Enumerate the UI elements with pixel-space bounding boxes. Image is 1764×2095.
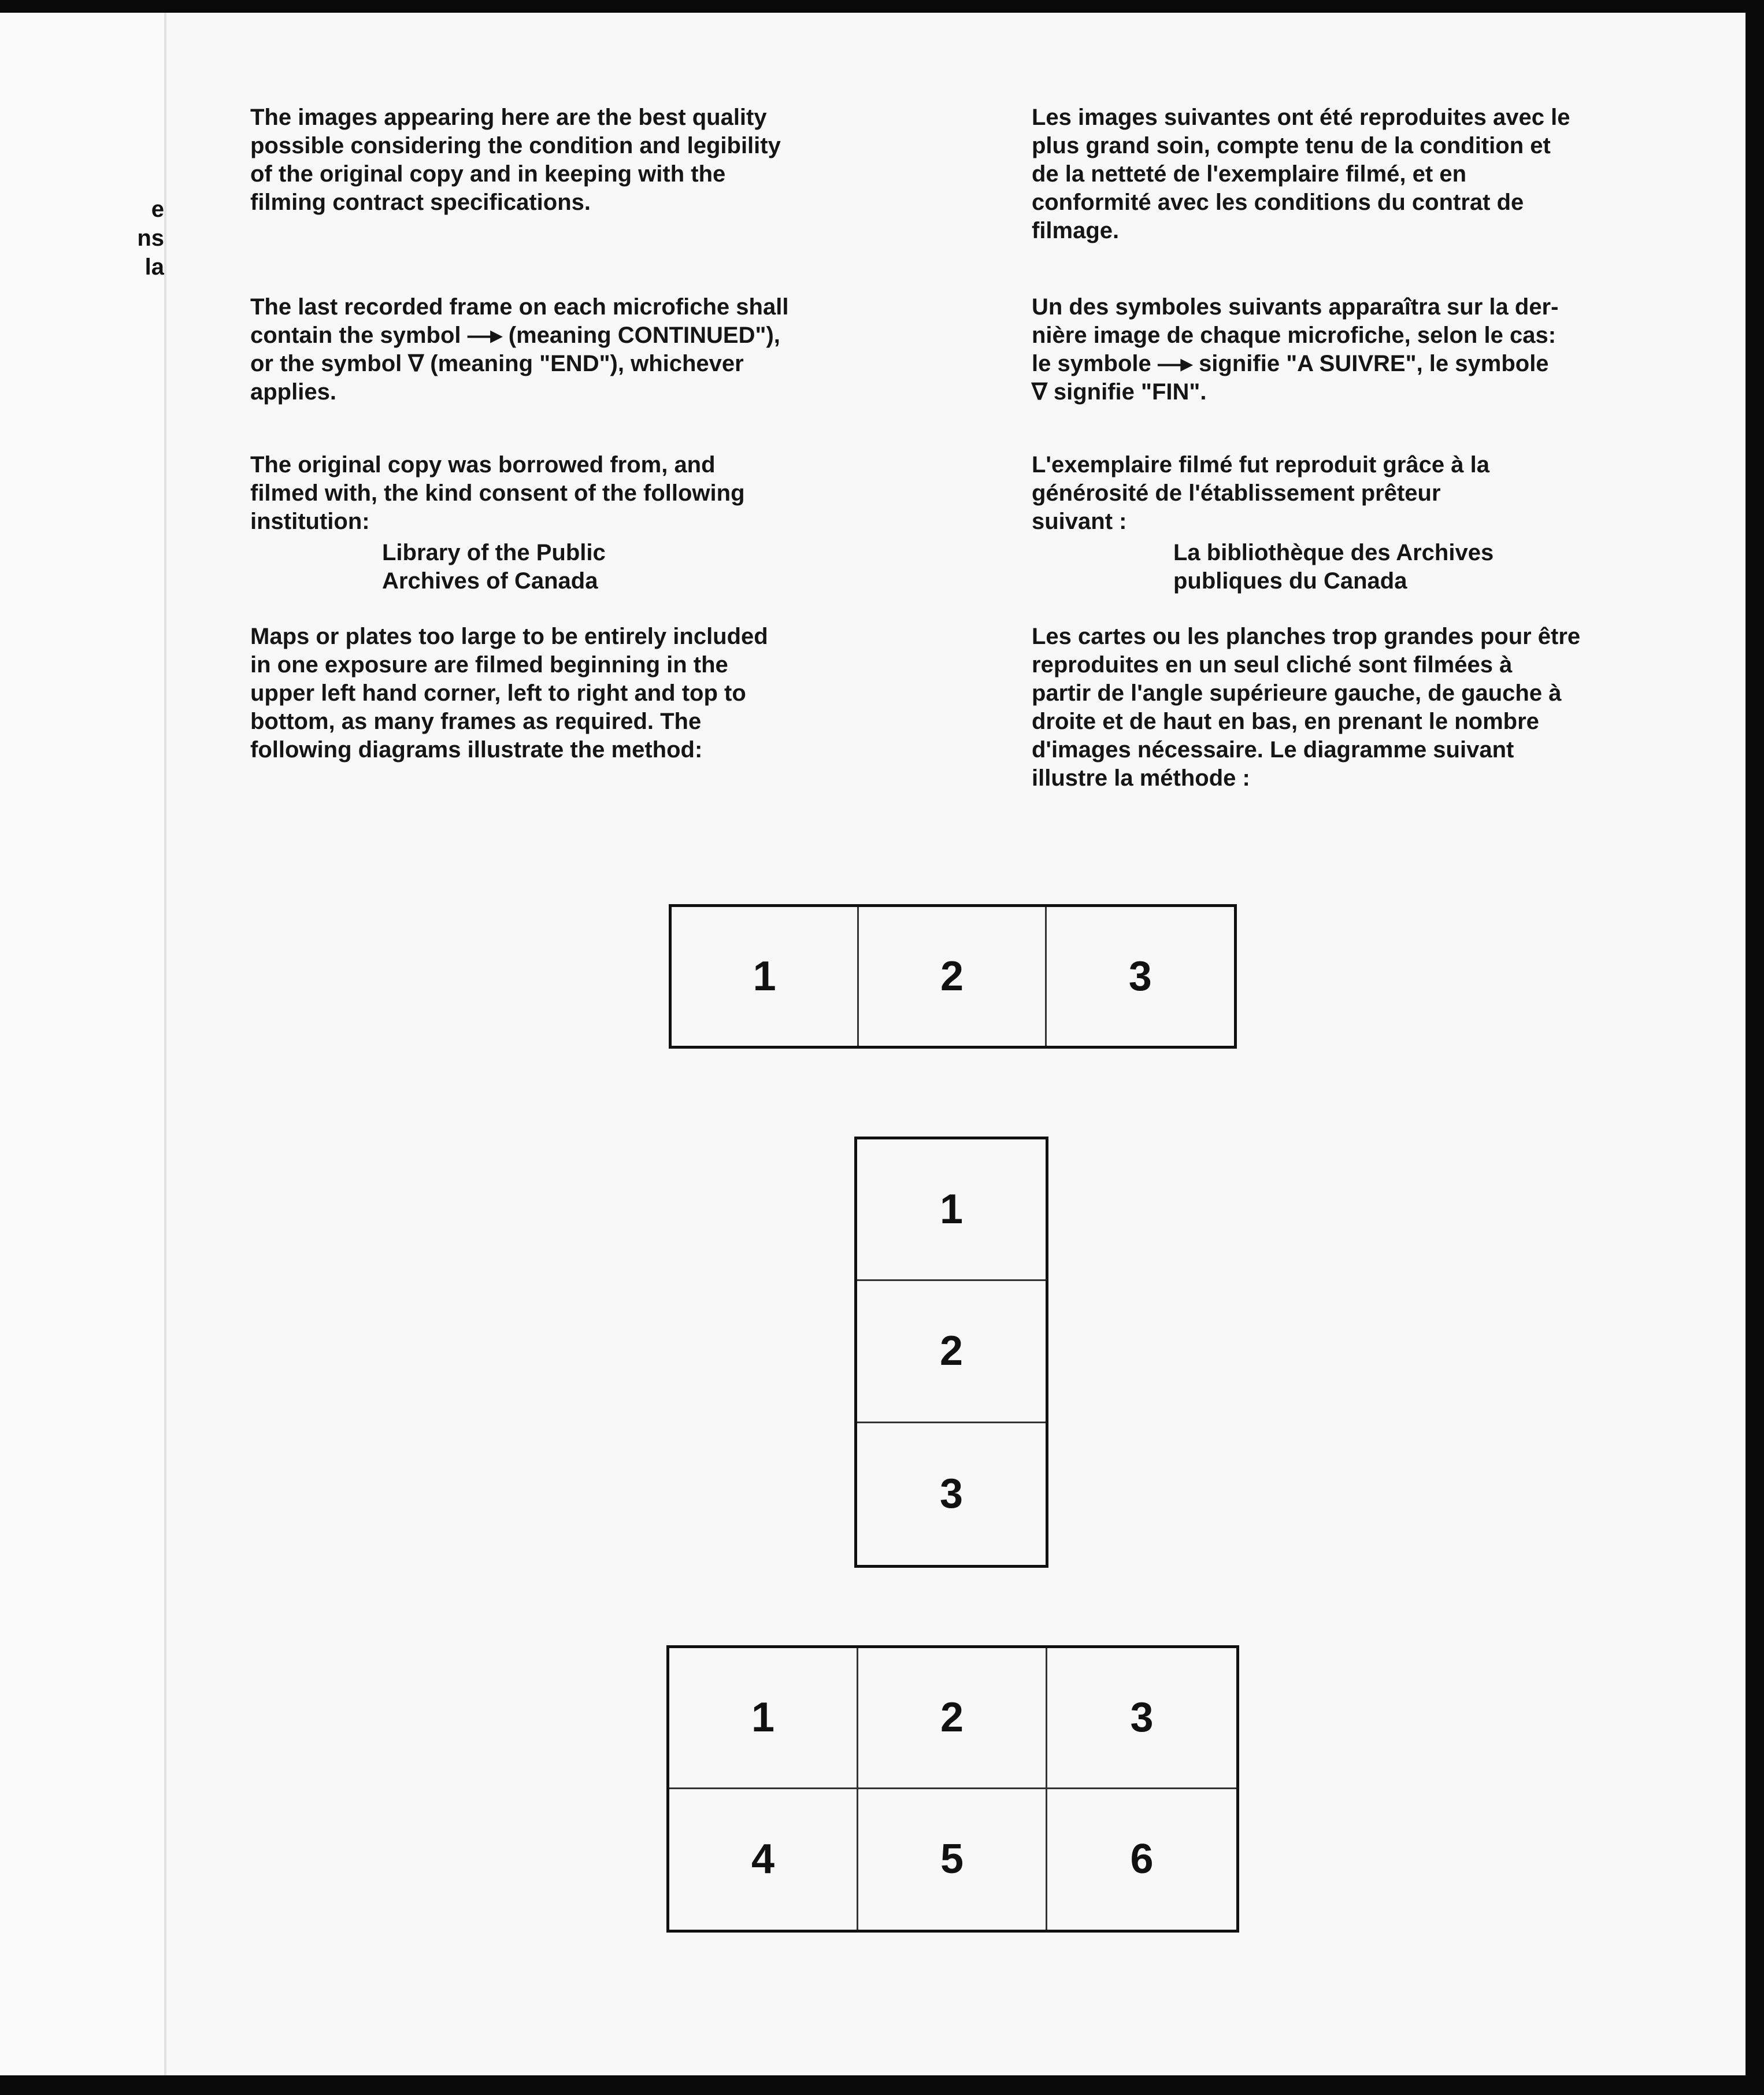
fragment-line: e bbox=[151, 197, 164, 222]
french-institution-name: La bibliothèque des Archives publiques du Canada bbox=[1173, 540, 1494, 594]
fragment-line: la bbox=[144, 254, 164, 280]
frame-cell: 1 bbox=[669, 1648, 858, 1789]
english-quality-paragraph: The images appearing here are the best quality possible considering the condition and legibility of the original copy and in keeping with the filming contract specifications. bbox=[250, 105, 781, 215]
frame-cell: 2 bbox=[859, 907, 1046, 1046]
french-quality-paragraph: Les images suivantes ont été reproduites avec le plus grand soin, compte tenu de la condition et de la netteté de l'exemplaire filmé, et en conformité avec les conditions du contrat de filmage. bbox=[1032, 105, 1570, 243]
microfiche-notice-page bbox=[166, 13, 1746, 2075]
frame-cell: 1 bbox=[857, 1139, 1046, 1281]
frame-cell: 3 bbox=[1128, 953, 1152, 1000]
frame-cell: 4 bbox=[669, 1789, 858, 1930]
english-maps-paragraph: Maps or plates too large to be entirely included in one exposure are filmed beginning in the upper left hand corner, left to right and top to bottom, as many frames as required. The following diagrams illustrate the method: bbox=[250, 624, 768, 763]
frame-cell: 3 bbox=[1047, 1648, 1236, 1789]
french-symbol-paragraph: Un des symboles suivants apparaîtra sur la der- nière image de chaque microfiche, selon le cas: le symbole —▸ signifie "A SUIVRE", le symbole ∇ signifie "FIN". bbox=[1032, 294, 1559, 405]
fragment-line: ns bbox=[137, 225, 164, 251]
french-institution-paragraph: L'exemplaire filmé fut reproduit grâce à la générosité de l'établissement prêteur suivant : bbox=[1032, 452, 1489, 534]
english-institution-name: Library of the Public Archives of Canada bbox=[382, 540, 606, 594]
frame-cell: 1 bbox=[672, 907, 859, 1046]
diagram-horizontal-three-frames bbox=[669, 904, 1237, 1049]
previous-page-edge bbox=[0, 13, 166, 2075]
french-maps-paragraph: Les cartes ou les planches trop grandes pour être reproduites en un seul cliché sont filmées à partir de l'angle supérieure gauche, de gauche à droite et de haut en bas, en prenant le nombre d'images nécessaire. Le diagramme suivant illustre la méthode : bbox=[1032, 624, 1581, 791]
previous-page-text-fragments bbox=[137, 195, 164, 282]
frame-cell: 2 bbox=[858, 1648, 1047, 1789]
scan-border-top bbox=[0, 0, 1764, 13]
english-symbol-paragraph: The last recorded frame on each microfiche shall contain the symbol —▸ (meaning CONTINUED"), or the symbol ∇ (meaning "END"), whichever applies. bbox=[250, 294, 789, 405]
diagram-vertical-three-frames bbox=[854, 1137, 1048, 1568]
scan-border-right bbox=[1746, 0, 1764, 2095]
frame-cell: 3 bbox=[939, 1471, 963, 1517]
english-institution-paragraph: The original copy was borrowed from, and filmed with, the kind consent of the following institution: bbox=[250, 452, 745, 534]
scan-border-bottom bbox=[0, 2075, 1764, 2095]
frame-cell: 6 bbox=[1130, 1836, 1154, 1883]
frame-cell: 5 bbox=[858, 1789, 1047, 1930]
diagram-six-frame-grid bbox=[666, 1645, 1239, 1933]
frame-cell: 2 bbox=[857, 1281, 1046, 1423]
